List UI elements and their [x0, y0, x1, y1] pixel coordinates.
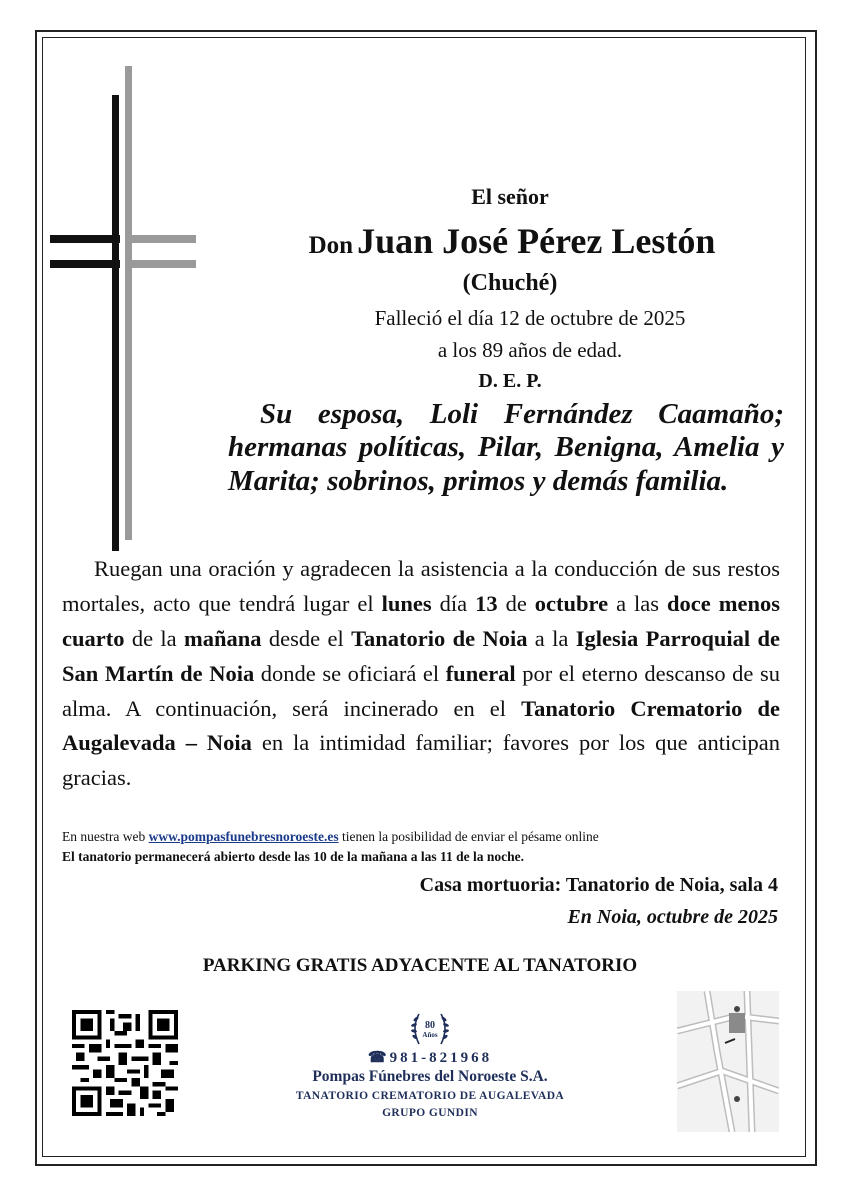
deceased-name: [200, 220, 824, 262]
phone-line: [300, 1048, 560, 1067]
dep: D. E. P.: [478, 370, 542, 392]
parking-note: PARKING GRATIS ADYACENTE AL TANATORIO: [202, 955, 638, 976]
place-date: En Noia, octubre de 2025: [567, 906, 778, 928]
phone-number[interactable]: 981-821968: [389, 1050, 493, 1066]
cross-black-horizontal-2: [50, 260, 120, 268]
ceremony-text: Ruegan una oración y agradecen la asistencia a la conducción de sus restos mortales, acto que tendrá lugar el lunes día 13 de octubre a las doce menos cuarto de la mañana desde el Tanatorio de Noia a la Iglesia Parroquial de San Martín de Noia donde se oficiará el funeral por el eterno descanso de su alma. A continuación, será incinerado en el Tanatorio Crematorio de Augalevada – Noia en la intimidad familiar; favores por los que anticipan gracias.: [62, 556, 781, 791]
cross-black-horizontal: [50, 235, 120, 243]
full-name: Juan José Pérez Lestón: [357, 221, 716, 261]
qr-code[interactable]: [72, 1010, 178, 1116]
phone-icon: ☎: [367, 1050, 390, 1066]
cross-black-vertical: [112, 95, 119, 551]
honorific: Don: [308, 232, 354, 259]
web-note: En nuestra web www.pompasfunebresnoroeste.es tienen la posibilidad de enviar el pésame online: [62, 829, 599, 844]
website-link[interactable]: www.pompasfunebresnoroeste.es: [148, 829, 339, 844]
company-group: GRUPO GUNDIN: [382, 1107, 478, 1119]
location-map[interactable]: [677, 991, 779, 1132]
logo-years-label: Años: [422, 1031, 438, 1039]
intro-text: El señor: [471, 184, 549, 209]
cross-gray-horizontal: [125, 235, 196, 243]
logo-years-number: 80: [425, 1020, 435, 1031]
cross-gray-horizontal-2: [125, 260, 196, 268]
funeral-home: Casa mortuoria: Tanatorio de Noia, sala 4: [419, 874, 778, 896]
nickname: (Chuché): [462, 270, 558, 296]
cross-gray-vertical: [125, 66, 132, 540]
company-name: Pompas Fúnebres del Noroeste S.A.: [312, 1068, 548, 1085]
opening-hours: El tanatorio permanecerá abierto desde las 10 de la mañana a las 11 de la noche.: [62, 849, 524, 864]
death-date: Falleció el día 12 de octubre de 2025: [374, 306, 686, 330]
family-list: Su esposa, Loli Fernández Caamaño; hermanas políticas, Pilar, Benigna, Amelia y Marita; sobrinos, primos y demás familia.: [228, 398, 784, 497]
company-crematorium: TANATORIO CREMATORIO DE AUGALEVADA: [295, 1090, 565, 1102]
laurel-logo-icon: [405, 1010, 455, 1050]
age: a los 89 años de edad.: [437, 338, 623, 362]
